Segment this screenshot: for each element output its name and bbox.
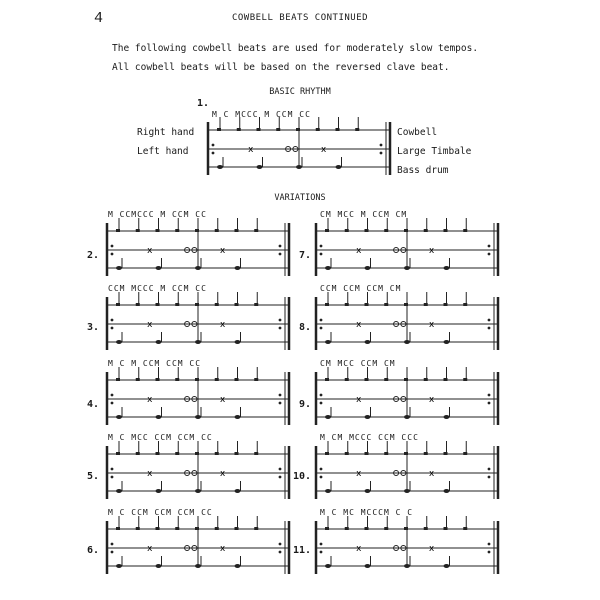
label-large-timbale: Large Timbale <box>397 146 472 157</box>
left-staff-0-note-head <box>215 229 219 232</box>
right-staff-1-bass-note <box>444 340 450 344</box>
left-staff-0-note-head <box>175 229 179 232</box>
left-staff-3-repeat-dot <box>279 476 282 479</box>
right-staff-1-repeat-dot <box>488 319 491 322</box>
variation-number: 7. <box>299 250 312 261</box>
right-staff-3-note-head <box>365 452 369 455</box>
right-staff-3-note-head <box>384 452 388 455</box>
variation-sticking: M C MCC CCM CCM CC <box>108 433 213 442</box>
basic-staff-bass-note <box>296 165 302 169</box>
left-staff-1-note-head <box>235 303 239 306</box>
right-staff-0-timbale-mark: x <box>428 246 435 256</box>
left-staff-4-note-head <box>175 527 179 530</box>
left-staff-1-timbale-mark: x <box>147 320 153 330</box>
left-staff-4-bass-note <box>156 564 162 568</box>
left-staff-0-note-head <box>254 229 258 232</box>
left-staff-4-repeat-dot <box>279 543 282 546</box>
right-staff-4-repeat-dot <box>320 543 323 546</box>
right-staff-3-bass-note <box>365 489 371 493</box>
left-staff-0-repeat-dot <box>279 253 282 256</box>
right-staff-3-note-head <box>444 452 448 455</box>
left-staff-2-note-head <box>235 378 239 381</box>
right-staff-2-note-head <box>444 378 448 381</box>
left-staff-2-note-head <box>175 378 179 381</box>
left-staff-1-bass-note <box>116 340 122 344</box>
right-staff-4-repeat-dot <box>488 551 491 554</box>
right-staff-3-bass-note <box>444 489 450 493</box>
right-staff-2-repeat-dot <box>320 402 323 405</box>
right-staff-4-note-head <box>444 527 448 530</box>
variation-number: 3. <box>87 322 100 333</box>
right-staff-4-timbale-mark: x <box>356 544 362 554</box>
right-staff-1-bass-note <box>325 340 331 344</box>
variation-number: 10. <box>293 471 312 482</box>
left-staff-2-bass-note <box>116 415 122 419</box>
left-staff-2-note-head <box>136 378 140 381</box>
left-staff-1-bass-note <box>235 340 241 344</box>
right-staff-3-note-head <box>345 452 349 455</box>
right-staff-0-bass-note <box>404 266 410 270</box>
right-staff-2-bass-note <box>404 415 410 419</box>
right-staff-2-note-head <box>404 378 408 381</box>
basic-staff-note-head <box>316 128 320 131</box>
right-staff-0-repeat-dot <box>320 253 323 256</box>
left-staff-3-timbale-mark: x <box>147 469 153 479</box>
left-staff-2-repeat-dot <box>279 402 282 405</box>
left-staff-3-repeat-dot <box>111 476 114 479</box>
left-staff-1-repeat-dot <box>279 319 282 322</box>
right-staff-1-repeat-dot <box>320 319 323 322</box>
right-staff-3-bass-note <box>325 489 331 493</box>
left-staff-1-note-head <box>116 303 120 306</box>
right-staff-1-repeat-dot <box>488 327 491 330</box>
right-staff-0-note-head <box>424 229 428 232</box>
variation-number: 5. <box>87 471 100 482</box>
right-staff-4-note-head <box>365 527 369 530</box>
basic-staff-bass-note <box>217 165 223 169</box>
basic-staff-note-head <box>276 128 280 131</box>
left-staff-4-bass-note <box>195 564 201 568</box>
left-staff-0-repeat-dot <box>111 245 114 248</box>
right-staff-0-note-head <box>384 229 388 232</box>
right-staff-4-note-head <box>424 527 428 530</box>
right-staff-0-note-head <box>463 229 467 232</box>
variation-sticking: M C M CCM CCM CC <box>108 359 202 368</box>
right-staff-1-note-head <box>463 303 467 306</box>
page-number: 4 <box>94 10 104 27</box>
basic-staff-repeat-dot <box>380 144 383 147</box>
right-staff-3-note-head <box>424 452 428 455</box>
right-staff-4-repeat-dot <box>320 551 323 554</box>
basic-staff-note-head <box>336 128 340 131</box>
right-staff-0-timbale-mark: x <box>356 246 362 256</box>
left-staff-2-timbale-mark: x <box>219 395 226 405</box>
left-staff-0-note-head <box>136 229 140 232</box>
left-staff-2-bass-note <box>156 415 162 419</box>
left-staff-2-note-head <box>156 378 160 381</box>
right-staff-2-bass-note <box>365 415 371 419</box>
basic-staff-note-head <box>296 128 300 131</box>
right-staff-1-timbale-mark: x <box>356 320 362 330</box>
right-staff-4-bass-note <box>444 564 450 568</box>
left-staff-4-repeat-dot <box>279 551 282 554</box>
basic-staff-note-head <box>257 128 261 131</box>
right-staff-3-repeat-dot <box>488 468 491 471</box>
left-staff-1-bass-note <box>156 340 162 344</box>
basic-staff-note-head <box>217 128 221 131</box>
variation-sticking: CM MCC M CCM CM <box>320 210 408 219</box>
variation-number: 2. <box>87 250 100 261</box>
left-staff-3-note-head <box>195 452 199 455</box>
right-staff-4-bass-note <box>365 564 371 568</box>
variation-number: 4. <box>87 399 100 410</box>
right-staff-0-repeat-dot <box>488 253 491 256</box>
right-staff-4-bass-note <box>404 564 410 568</box>
left-staff-3-timbale-mark: x <box>219 469 226 479</box>
right-staff-2-repeat-dot <box>488 402 491 405</box>
left-staff-3-bass-note <box>116 489 122 493</box>
left-staff-2-repeat-dot <box>111 402 114 405</box>
left-staff-4-note-head <box>215 527 219 530</box>
right-staff-0-bass-note <box>325 266 331 270</box>
variation-number: 8. <box>299 322 312 333</box>
right-staff-4-note-head <box>384 527 388 530</box>
left-staff-3-note-head <box>156 452 160 455</box>
right-staff-1-note-head <box>424 303 428 306</box>
variation-sticking: M C CCM CCM CCM CC <box>108 508 213 517</box>
left-staff-4-note-head <box>254 527 258 530</box>
left-staff-1-timbale-mark: x <box>219 320 226 330</box>
basic-staff-repeat-dot <box>212 152 215 155</box>
variation-sticking: M C MC MCCCM C C <box>320 508 414 517</box>
basic-staff-note-head <box>237 128 241 131</box>
variation-sticking: CM MCC CCM CM <box>320 359 396 368</box>
left-staff-2-bass-note <box>235 415 241 419</box>
left-staff-0-bass-note <box>195 266 201 270</box>
left-staff-3-note-head <box>254 452 258 455</box>
right-staff-1-note-head <box>345 303 349 306</box>
label-bass-drum: Bass drum <box>397 165 449 176</box>
left-staff-3-bass-note <box>195 489 201 493</box>
left-staff-0-repeat-dot <box>111 253 114 256</box>
left-staff-0-timbale-mark: x <box>219 246 226 256</box>
right-staff-1-note-head <box>325 303 329 306</box>
variation-number: 9. <box>299 399 312 410</box>
left-staff-0-note-head <box>116 229 120 232</box>
left-staff-3-repeat-dot <box>111 468 114 471</box>
left-staff-3-note-head <box>116 452 120 455</box>
variations-heading: VARIATIONS <box>274 193 326 203</box>
left-staff-0-repeat-dot <box>279 245 282 248</box>
right-staff-4-note-head <box>404 527 408 530</box>
right-staff-3-timbale-mark: x <box>356 469 362 479</box>
left-staff-4-note-head <box>116 527 120 530</box>
basic-staff-timbale-mark: x <box>248 145 254 155</box>
left-staff-3-bass-note <box>235 489 241 493</box>
right-staff-2-note-head <box>463 378 467 381</box>
left-staff-3-repeat-dot <box>279 468 282 471</box>
label-cowbell: Cowbell <box>397 127 438 138</box>
right-staff-1-note-head <box>384 303 388 306</box>
right-staff-4-timbale-mark: x <box>428 544 435 554</box>
left-staff-2-note-head <box>195 378 199 381</box>
right-staff-1-bass-note <box>404 340 410 344</box>
left-staff-4-note-head <box>195 527 199 530</box>
right-staff-3-repeat-dot <box>320 468 323 471</box>
right-staff-1-note-head <box>444 303 448 306</box>
right-staff-1-note-head <box>365 303 369 306</box>
right-staff-4-bass-note <box>325 564 331 568</box>
intro-line-2: All cowbell beats will be based on the reversed clave beat. <box>112 62 450 73</box>
left-staff-0-note-head <box>195 229 199 232</box>
left-staff-2-note-head <box>116 378 120 381</box>
left-staff-1-note-head <box>175 303 179 306</box>
right-staff-0-note-head <box>444 229 448 232</box>
left-staff-1-repeat-dot <box>279 327 282 330</box>
left-staff-2-note-head <box>215 378 219 381</box>
variation-number: 6. <box>87 545 100 556</box>
left-staff-4-bass-note <box>116 564 122 568</box>
right-staff-0-note-head <box>365 229 369 232</box>
variation-sticking: M CCMCCC M CCM CC <box>108 210 207 219</box>
right-staff-4-note-head <box>325 527 329 530</box>
right-staff-0-note-head <box>404 229 408 232</box>
left-staff-4-timbale-mark: x <box>219 544 226 554</box>
right-staff-2-note-head <box>365 378 369 381</box>
left-staff-2-repeat-dot <box>111 394 114 397</box>
left-staff-3-note-head <box>215 452 219 455</box>
left-staff-4-repeat-dot <box>111 543 114 546</box>
left-staff-3-note-head <box>175 452 179 455</box>
left-staff-1-repeat-dot <box>111 327 114 330</box>
variation-sticking: CCM MCCC M CCM CC <box>108 284 207 293</box>
left-staff-4-bass-note <box>235 564 241 568</box>
left-staff-2-timbale-mark: x <box>147 395 153 405</box>
right-staff-4-note-head <box>345 527 349 530</box>
label-left-hand: Left hand <box>137 146 189 157</box>
basic-sticking: M C MCCC M CCM CC <box>212 110 311 119</box>
left-staff-0-note-head <box>235 229 239 232</box>
variation-sticking: CCM CCM CCM CM <box>320 284 402 293</box>
left-staff-3-bass-note <box>156 489 162 493</box>
right-staff-2-note-head <box>345 378 349 381</box>
left-staff-2-note-head <box>254 378 258 381</box>
right-staff-3-note-head <box>463 452 467 455</box>
right-staff-1-timbale-mark: x <box>428 320 435 330</box>
right-staff-2-timbale-mark: x <box>356 395 362 405</box>
right-staff-0-bass-note <box>444 266 450 270</box>
left-staff-0-note-head <box>156 229 160 232</box>
variation-sticking: M CM MCCC CCM CCC <box>320 433 419 442</box>
left-staff-1-bass-note <box>195 340 201 344</box>
left-staff-4-repeat-dot <box>111 551 114 554</box>
right-staff-1-bass-note <box>365 340 371 344</box>
left-staff-1-note-head <box>215 303 219 306</box>
left-staff-1-repeat-dot <box>111 319 114 322</box>
right-staff-3-timbale-mark: x <box>428 469 435 479</box>
left-staff-2-repeat-dot <box>279 394 282 397</box>
left-staff-4-note-head <box>235 527 239 530</box>
left-staff-0-bass-note <box>235 266 241 270</box>
right-staff-0-note-head <box>345 229 349 232</box>
variation-number: 11. <box>293 545 312 556</box>
right-staff-0-bass-note <box>365 266 371 270</box>
right-staff-2-timbale-mark: x <box>428 395 435 405</box>
right-staff-1-repeat-dot <box>320 327 323 330</box>
right-staff-2-note-head <box>384 378 388 381</box>
basic-staff-repeat-dot <box>380 152 383 155</box>
basic-rhythm-number: 1. <box>197 98 210 109</box>
left-staff-4-note-head <box>136 527 140 530</box>
left-staff-0-bass-note <box>156 266 162 270</box>
basic-staff-bass-note <box>257 165 263 169</box>
left-staff-1-note-head <box>156 303 160 306</box>
basic-staff-note-head <box>355 128 359 131</box>
right-staff-2-bass-note <box>325 415 331 419</box>
right-staff-2-repeat-dot <box>488 394 491 397</box>
basic-staff-timbale-mark: x <box>320 145 327 155</box>
right-staff-3-repeat-dot <box>320 476 323 479</box>
left-staff-1-note-head <box>195 303 199 306</box>
page-title: COWBELL BEATS CONTINUED <box>231 13 369 23</box>
right-staff-3-repeat-dot <box>488 476 491 479</box>
left-staff-0-timbale-mark: x <box>147 246 153 256</box>
right-staff-0-repeat-dot <box>488 245 491 248</box>
right-staff-0-note-head <box>325 229 329 232</box>
right-staff-2-bass-note <box>444 415 450 419</box>
right-staff-1-note-head <box>404 303 408 306</box>
right-staff-4-repeat-dot <box>488 543 491 546</box>
left-staff-0-bass-note <box>116 266 122 270</box>
right-staff-2-note-head <box>424 378 428 381</box>
left-staff-1-note-head <box>254 303 258 306</box>
basic-staff-repeat-dot <box>212 144 215 147</box>
right-staff-2-repeat-dot <box>320 394 323 397</box>
label-right-hand: Right hand <box>137 127 195 138</box>
right-staff-2-note-head <box>325 378 329 381</box>
right-staff-3-note-head <box>404 452 408 455</box>
basic-staff-bass-note <box>336 165 342 169</box>
left-staff-3-note-head <box>136 452 140 455</box>
left-staff-3-note-head <box>235 452 239 455</box>
intro-line-1: The following cowbell beats are used for moderately slow tempos. <box>112 43 479 54</box>
right-staff-3-note-head <box>325 452 329 455</box>
left-staff-2-bass-note <box>195 415 201 419</box>
left-staff-1-note-head <box>136 303 140 306</box>
right-staff-0-repeat-dot <box>320 245 323 248</box>
right-staff-3-bass-note <box>404 489 410 493</box>
basic-rhythm-heading: BASIC RHYTHM <box>269 87 331 97</box>
left-staff-4-note-head <box>156 527 160 530</box>
left-staff-4-timbale-mark: x <box>147 544 153 554</box>
right-staff-4-note-head <box>463 527 467 530</box>
